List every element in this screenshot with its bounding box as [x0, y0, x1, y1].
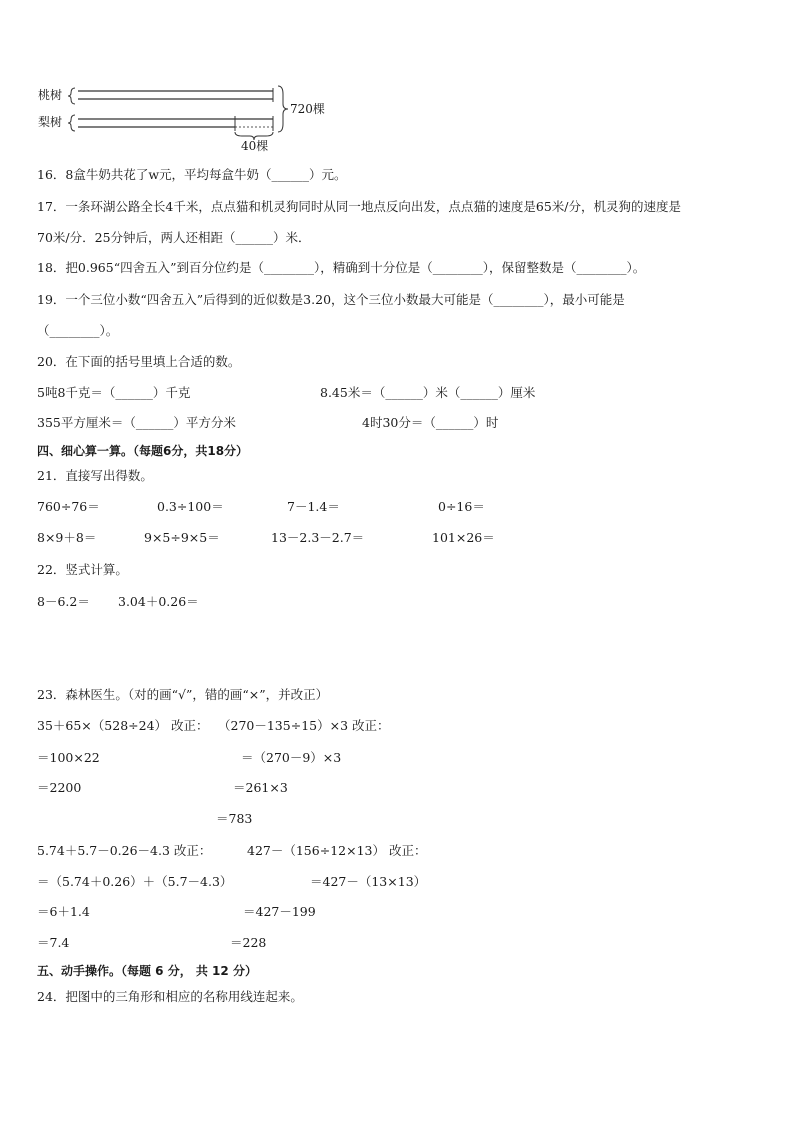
peach-brace [68, 88, 75, 104]
q21-item: 0÷16＝ [438, 499, 485, 514]
total-brace [278, 86, 288, 132]
q23-line: ＝261×3 [233, 780, 288, 795]
q21-item: 7－1.4＝ [287, 499, 340, 514]
q23-line: ＝427－（13×13） [310, 874, 427, 889]
q21-item: 9×5÷9×5＝ [144, 530, 220, 545]
line-segment-diagram [30, 82, 360, 152]
question-17-line1: 17．一条环湖公路全长4千米，点点猫和机灵狗同时从同一地点反向出发，点点猫的速度是65米/分，机灵狗的速度是 [37, 199, 681, 214]
q23-line: 427－（156÷12×13） 改正： [247, 843, 427, 858]
question-20-d: 4时30分＝（______）时 [362, 415, 499, 430]
q21-item: 0.3÷100＝ [157, 499, 224, 514]
q23-line: ＝6＋1.4 [37, 904, 90, 919]
q23-line: ＝7.4 [37, 935, 70, 950]
q21-item: 8×9＋8＝ [37, 530, 97, 545]
q23-line: 5.74＋5.7－0.26－4.3 改正： [37, 843, 212, 858]
question-19-line1: 19．一个三位小数“四舍五入”后得到的近似数是3.20，这个三位小数最大可能是（________），最小可能是 [37, 292, 625, 307]
q21-item: 13－2.3－2.7＝ [271, 530, 365, 545]
q23-line: ＝2200 [37, 780, 82, 795]
section-5-heading: 五、动手操作。（每题 6 分， 共 12 分） [37, 964, 257, 978]
question-20-c: 355平方厘米＝（______）平方分米 [37, 415, 236, 430]
question-20-a: 5吨8千克＝（______）千克 [37, 385, 191, 400]
pear-label: 梨树 [38, 115, 63, 129]
question-22-title: 22．竖式计算。 [37, 562, 128, 577]
total-label: 720棵 [290, 102, 325, 116]
diff-label: 40棵 [241, 139, 269, 152]
q21-item: 101×26＝ [432, 530, 495, 545]
question-18: 18．把0.965“四舍五入”到百分位约是（________），精确到十分位是（________），保留整数是（________）。 [37, 260, 646, 275]
question-16: 16．8盒牛奶共花了w元，平均每盒牛奶（______）元。 [37, 167, 347, 182]
question-23-title: 23．森林医生。（对的画“√”，错的画“×”，并改正） [37, 687, 329, 702]
q23-line: ＝100×22 [37, 750, 100, 765]
question-19-line2: （________）。 [37, 323, 119, 338]
question-20-title: 20．在下面的括号里填上合适的数。 [37, 354, 241, 369]
pear-brace [68, 115, 75, 131]
q23-line: ＝427－199 [243, 904, 316, 919]
question-20-b: 8.45米＝（______）米（______）厘米 [320, 385, 536, 400]
q23-line: 35＋65×（528÷24） 改正： [37, 718, 209, 733]
q23-line: ＝228 [230, 935, 267, 950]
q23-line: ＝（270－9）×3 [241, 750, 342, 765]
q22-item: 8－6.2＝ [37, 594, 90, 609]
q23-line: ＝783 [216, 811, 253, 826]
q23-line: （270－135÷15）×3 改正： [218, 718, 390, 733]
q22-item: 3.04＋0.26＝ [118, 594, 199, 609]
question-24: 24．把图中的三角形和相应的名称用线连起来。 [37, 989, 303, 1004]
q21-item: 760÷76＝ [37, 499, 100, 514]
question-17-line2: 70米/分．25分钟后，两人还相距（______）米． [37, 230, 311, 245]
section-4-heading: 四、细心算一算。（每题6分，共18分） [37, 444, 249, 458]
peach-label: 桃树 [38, 88, 63, 102]
question-21-title: 21．直接写出得数。 [37, 468, 153, 483]
q23-line: ＝（5.74＋0.26）＋（5.7－4.3） [37, 874, 233, 889]
